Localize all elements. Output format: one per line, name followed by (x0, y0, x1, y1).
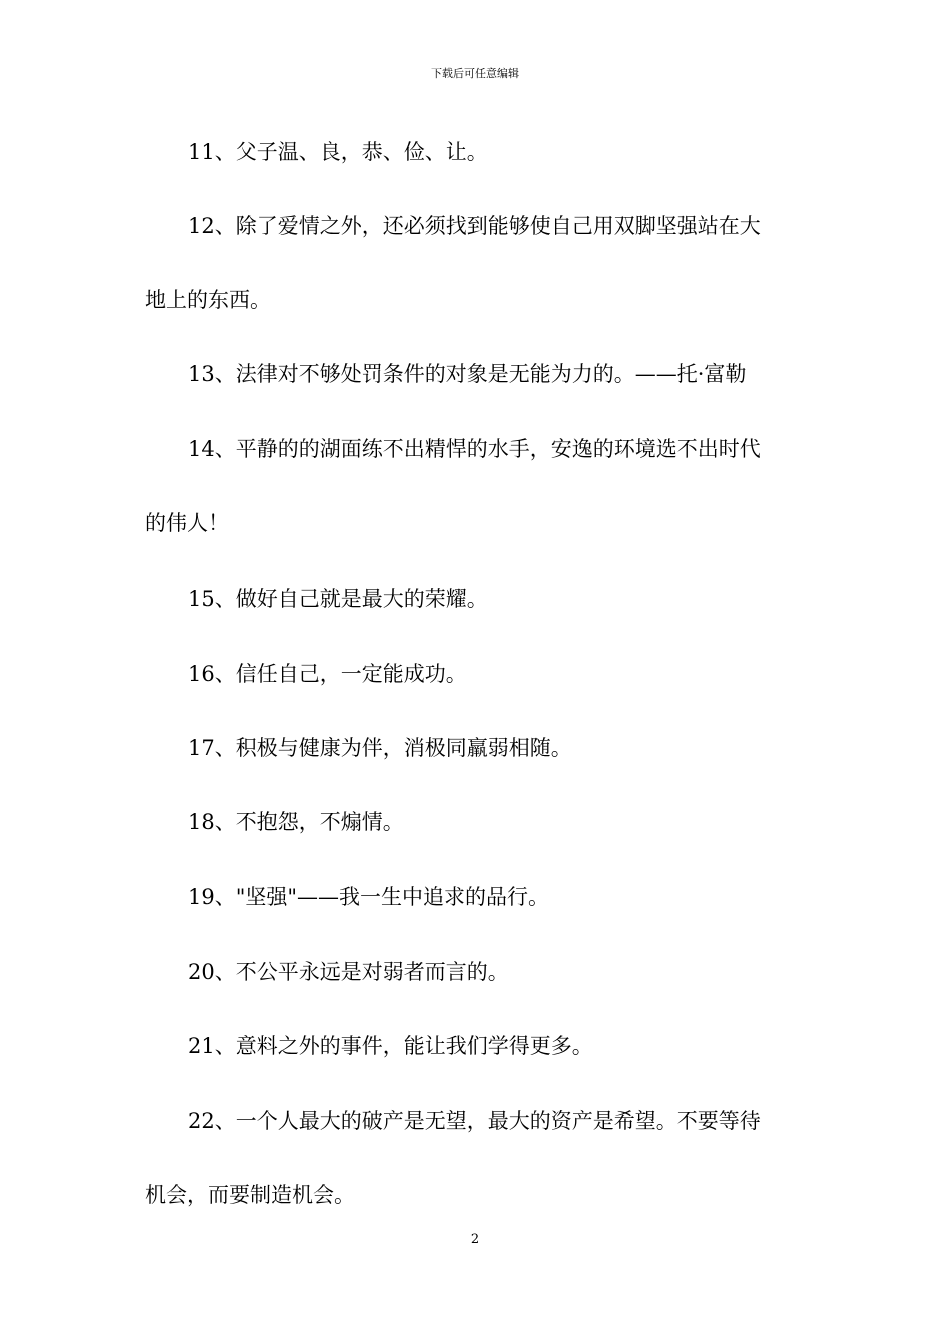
quote-20: 20、不公平永远是对弱者而言的。 (188, 960, 509, 984)
quote-12-continuation: 地上的东西。 (145, 288, 271, 312)
quote-21: 21、意料之外的事件，能让我们学得更多。 (188, 1034, 593, 1058)
quote-18: 18、不抱怨，不煽情。 (188, 810, 404, 834)
quote-19: 19、"坚强"——我一生中追求的品行。 (188, 885, 550, 909)
quote-14: 14、平静的的湖面练不出精悍的水手，安逸的环境选不出时代 (188, 437, 761, 461)
quote-11: 11、父子温、良，恭、俭、让。 (188, 140, 488, 164)
quote-14-continuation: 的伟人！ (145, 511, 229, 535)
quote-16: 16、信任自己，一定能成功。 (188, 662, 467, 686)
quote-15: 15、做好自己就是最大的荣耀。 (188, 587, 488, 611)
quote-12: 12、除了爱情之外，还必须找到能够使自己用双脚坚强站在大 (188, 214, 761, 238)
page-header: 下载后可任意编辑 (431, 67, 519, 80)
page-number: 2 (470, 1232, 480, 1247)
quote-17: 17、积极与健康为伴，消极同羸弱相随。 (188, 736, 572, 760)
quote-13: 13、法律对不够处罚条件的对象是无能为力的。——托·富勒 (188, 362, 747, 386)
quote-22-continuation: 机会，而要制造机会。 (145, 1183, 355, 1207)
quote-22: 22、一个人最大的破产是无望，最大的资产是希望。不要等待 (188, 1109, 761, 1133)
